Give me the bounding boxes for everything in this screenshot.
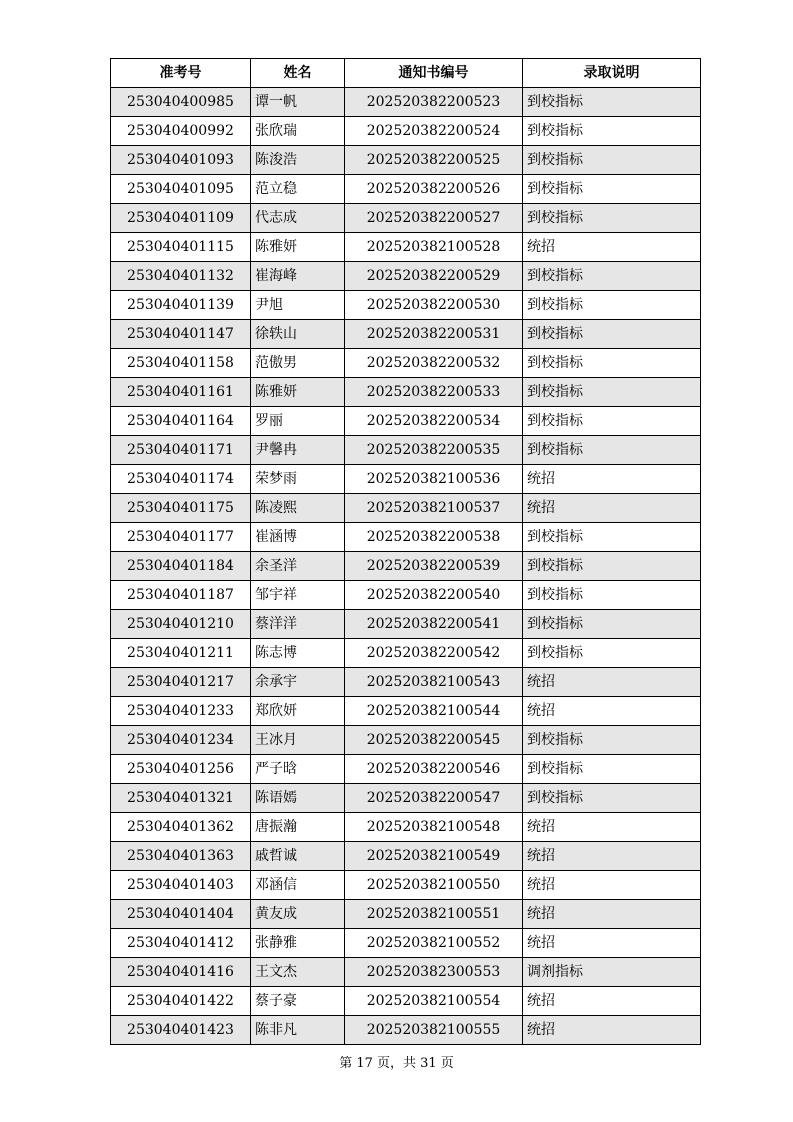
name-cell: 陈雅妍 <box>251 378 345 407</box>
exam-id-cell: 253040401187 <box>111 581 251 610</box>
notice-number-cell: 202520382200542 <box>345 639 523 668</box>
notice-number-cell: 202520382100528 <box>345 233 523 262</box>
admission-note-cell: 到校指标 <box>523 610 701 639</box>
table-row <box>111 233 701 262</box>
name-cell: 王冰月 <box>251 726 345 755</box>
exam-id-cell: 253040401422 <box>111 987 251 1016</box>
exam-id-cell: 253040401217 <box>111 668 251 697</box>
admission-note-cell: 统招 <box>523 987 701 1016</box>
admission-note-cell: 统招 <box>523 233 701 262</box>
name-cell: 陈非凡 <box>251 1016 345 1045</box>
admission-note-cell: 到校指标 <box>523 320 701 349</box>
table-row <box>111 1016 701 1045</box>
name-cell: 尹旭 <box>251 291 345 320</box>
name-cell: 严子晗 <box>251 755 345 784</box>
admission-note-cell: 统招 <box>523 465 701 494</box>
admission-note-cell: 到校指标 <box>523 639 701 668</box>
name-cell: 陈语嫣 <box>251 784 345 813</box>
exam-id-cell: 253040401362 <box>111 813 251 842</box>
exam-id-cell: 253040401147 <box>111 320 251 349</box>
notice-number-cell: 202520382100544 <box>345 697 523 726</box>
exam-id-cell: 253040401161 <box>111 378 251 407</box>
notice-number-cell: 202520382200534 <box>345 407 523 436</box>
notice-number-cell: 202520382100554 <box>345 987 523 1016</box>
name-cell: 崔涵博 <box>251 523 345 552</box>
admission-note-cell: 统招 <box>523 1016 701 1045</box>
table-row <box>111 813 701 842</box>
admission-note-cell: 统招 <box>523 900 701 929</box>
exam-id-cell: 253040401093 <box>111 146 251 175</box>
admission-note-cell: 到校指标 <box>523 755 701 784</box>
table-row <box>111 523 701 552</box>
exam-id-cell: 253040401423 <box>111 1016 251 1045</box>
admission-note-cell: 统招 <box>523 697 701 726</box>
table-row <box>111 262 701 291</box>
table-row <box>111 958 701 987</box>
admission-note-cell: 到校指标 <box>523 378 701 407</box>
admission-note-cell: 统招 <box>523 668 701 697</box>
table-row <box>111 88 701 117</box>
header-name: 姓名 <box>251 59 345 88</box>
name-cell: 谭一帆 <box>251 88 345 117</box>
table-header-row <box>111 59 701 88</box>
name-cell: 蔡子豪 <box>251 987 345 1016</box>
header-notice-number: 通知书编号 <box>345 59 523 88</box>
admission-note-cell: 到校指标 <box>523 784 701 813</box>
exam-id-cell: 253040401115 <box>111 233 251 262</box>
table-row <box>111 755 701 784</box>
name-cell: 王文杰 <box>251 958 345 987</box>
admission-note-cell: 统招 <box>523 871 701 900</box>
admission-note-cell: 统招 <box>523 813 701 842</box>
admission-note-cell: 到校指标 <box>523 349 701 378</box>
table-row <box>111 320 701 349</box>
notice-number-cell: 202520382200540 <box>345 581 523 610</box>
name-cell: 范立稳 <box>251 175 345 204</box>
table-row <box>111 494 701 523</box>
table-row <box>111 436 701 465</box>
exam-id-cell: 253040401095 <box>111 175 251 204</box>
name-cell: 陈雅妍 <box>251 233 345 262</box>
header-admission-note: 录取说明 <box>523 59 701 88</box>
name-cell: 罗丽 <box>251 407 345 436</box>
table-row <box>111 900 701 929</box>
notice-number-cell: 202520382100536 <box>345 465 523 494</box>
name-cell: 唐振瀚 <box>251 813 345 842</box>
notice-number-cell: 202520382200545 <box>345 726 523 755</box>
notice-number-cell: 202520382200532 <box>345 349 523 378</box>
notice-number-cell: 202520382200527 <box>345 204 523 233</box>
table-row <box>111 175 701 204</box>
exam-id-cell: 253040400992 <box>111 117 251 146</box>
admission-note-cell: 到校指标 <box>523 262 701 291</box>
name-cell: 郑欣妍 <box>251 697 345 726</box>
table-row <box>111 117 701 146</box>
name-cell: 陈浚浩 <box>251 146 345 175</box>
table-row <box>111 146 701 175</box>
admission-note-cell: 到校指标 <box>523 175 701 204</box>
notice-number-cell: 202520382100551 <box>345 900 523 929</box>
name-cell: 邓涵信 <box>251 871 345 900</box>
exam-id-cell: 253040401403 <box>111 871 251 900</box>
admission-note-cell: 到校指标 <box>523 88 701 117</box>
table-body <box>111 88 701 1045</box>
name-cell: 代志成 <box>251 204 345 233</box>
table-row <box>111 871 701 900</box>
exam-id-cell: 253040401211 <box>111 639 251 668</box>
exam-id-cell: 253040401256 <box>111 755 251 784</box>
admission-note-cell: 到校指标 <box>523 291 701 320</box>
header-exam-id: 准考号 <box>111 59 251 88</box>
notice-number-cell: 202520382100549 <box>345 842 523 871</box>
name-cell: 范傲男 <box>251 349 345 378</box>
notice-number-cell: 202520382300553 <box>345 958 523 987</box>
name-cell: 荣梦雨 <box>251 465 345 494</box>
admission-note-cell: 到校指标 <box>523 581 701 610</box>
admission-note-cell: 统招 <box>523 494 701 523</box>
notice-number-cell: 202520382200535 <box>345 436 523 465</box>
table-row <box>111 407 701 436</box>
exam-id-cell: 253040401164 <box>111 407 251 436</box>
exam-id-cell: 253040401184 <box>111 552 251 581</box>
table-row <box>111 552 701 581</box>
admission-note-cell: 调剂指标 <box>523 958 701 987</box>
exam-id-cell: 253040401412 <box>111 929 251 958</box>
exam-id-cell: 253040401404 <box>111 900 251 929</box>
name-cell: 徐轶山 <box>251 320 345 349</box>
notice-number-cell: 202520382100548 <box>345 813 523 842</box>
exam-id-cell: 253040401321 <box>111 784 251 813</box>
exam-id-cell: 253040401109 <box>111 204 251 233</box>
table-row <box>111 784 701 813</box>
notice-number-cell: 202520382100550 <box>345 871 523 900</box>
page-footer: 第 17 页，共 31 页 <box>339 1056 454 1071</box>
notice-number-cell: 202520382200523 <box>345 88 523 117</box>
notice-number-cell: 202520382200531 <box>345 320 523 349</box>
exam-id-cell: 253040401139 <box>111 291 251 320</box>
admission-note-cell: 到校指标 <box>523 552 701 581</box>
exam-id-cell: 253040401210 <box>111 610 251 639</box>
exam-id-cell: 253040400985 <box>111 88 251 117</box>
name-cell: 邹宇祥 <box>251 581 345 610</box>
admission-note-cell: 统招 <box>523 842 701 871</box>
table-row <box>111 639 701 668</box>
table-row <box>111 204 701 233</box>
notice-number-cell: 202520382200524 <box>345 117 523 146</box>
notice-number-cell: 202520382200526 <box>345 175 523 204</box>
table-row <box>111 349 701 378</box>
table-row <box>111 697 701 726</box>
notice-number-cell: 202520382200541 <box>345 610 523 639</box>
name-cell: 余承宇 <box>251 668 345 697</box>
admission-note-cell: 到校指标 <box>523 407 701 436</box>
admission-note-cell: 到校指标 <box>523 117 701 146</box>
name-cell: 陈志博 <box>251 639 345 668</box>
admission-table <box>110 58 701 1045</box>
admission-note-cell: 统招 <box>523 929 701 958</box>
exam-id-cell: 253040401174 <box>111 465 251 494</box>
table-row <box>111 610 701 639</box>
notice-number-cell: 202520382100543 <box>345 668 523 697</box>
table-row <box>111 668 701 697</box>
table-row <box>111 726 701 755</box>
exam-id-cell: 253040401416 <box>111 958 251 987</box>
exam-id-cell: 253040401233 <box>111 697 251 726</box>
name-cell: 蔡洋洋 <box>251 610 345 639</box>
admission-note-cell: 到校指标 <box>523 436 701 465</box>
name-cell: 陈凌熙 <box>251 494 345 523</box>
notice-number-cell: 202520382200546 <box>345 755 523 784</box>
exam-id-cell: 253040401175 <box>111 494 251 523</box>
name-cell: 戚哲诚 <box>251 842 345 871</box>
admission-note-cell: 到校指标 <box>523 146 701 175</box>
table-row <box>111 581 701 610</box>
exam-id-cell: 253040401177 <box>111 523 251 552</box>
table-row <box>111 987 701 1016</box>
notice-number-cell: 202520382200538 <box>345 523 523 552</box>
admission-note-cell: 到校指标 <box>523 726 701 755</box>
table-row <box>111 465 701 494</box>
admission-note-cell: 到校指标 <box>523 204 701 233</box>
name-cell: 张欣瑞 <box>251 117 345 146</box>
exam-id-cell: 253040401158 <box>111 349 251 378</box>
notice-number-cell: 202520382100552 <box>345 929 523 958</box>
admission-note-cell: 到校指标 <box>523 523 701 552</box>
name-cell: 崔海峰 <box>251 262 345 291</box>
table-row <box>111 378 701 407</box>
exam-id-cell: 253040401234 <box>111 726 251 755</box>
exam-id-cell: 253040401363 <box>111 842 251 871</box>
notice-number-cell: 202520382100555 <box>345 1016 523 1045</box>
name-cell: 黄友成 <box>251 900 345 929</box>
exam-id-cell: 253040401171 <box>111 436 251 465</box>
exam-id-cell: 253040401132 <box>111 262 251 291</box>
name-cell: 张静雅 <box>251 929 345 958</box>
notice-number-cell: 202520382200529 <box>345 262 523 291</box>
table-row <box>111 929 701 958</box>
notice-number-cell: 202520382200525 <box>345 146 523 175</box>
notice-number-cell: 202520382100537 <box>345 494 523 523</box>
notice-number-cell: 202520382200547 <box>345 784 523 813</box>
name-cell: 余圣洋 <box>251 552 345 581</box>
notice-number-cell: 202520382200530 <box>345 291 523 320</box>
name-cell: 尹馨冉 <box>251 436 345 465</box>
table-row <box>111 842 701 871</box>
notice-number-cell: 202520382200539 <box>345 552 523 581</box>
notice-number-cell: 202520382200533 <box>345 378 523 407</box>
table-row <box>111 291 701 320</box>
